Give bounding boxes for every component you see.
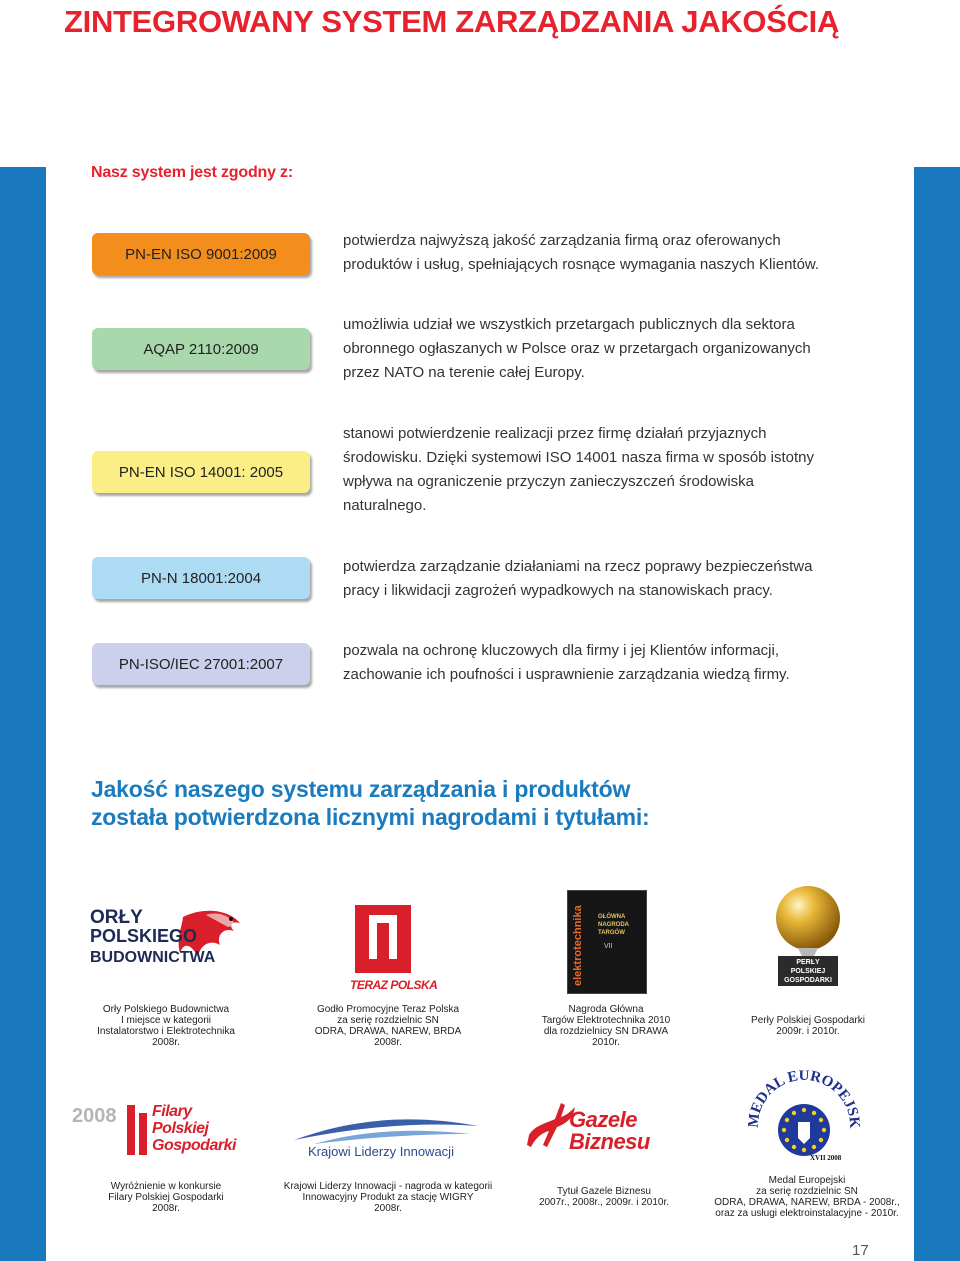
gazele-line: Biznesu [569, 1129, 650, 1154]
standard-description-iso9001 [343, 229, 883, 277]
filary-gospodarki-logo [72, 1103, 262, 1159]
teraz-polska-emblem-icon [355, 905, 415, 973]
orly-logo-line: POLSKIEGO [90, 926, 198, 946]
caption-line: Krajowi Liderzy Innowacji - nagroda w kategorii [283, 1181, 493, 1192]
elektro-edition: VII [604, 943, 613, 950]
caption-line: za serię rozdzielnic SN [337, 1015, 439, 1026]
standard-description-pn18001 [343, 555, 883, 603]
elektro-line: NAGRODA [598, 922, 629, 928]
award-caption-teraz-polska [302, 1004, 474, 1048]
desc-line: potwierdza zarządzanie działaniami na rzecz poprawy bezpieczeństwa [343, 558, 813, 575]
filary-line: Filary [152, 1103, 192, 1120]
standard-badge-iso14001: PN-EN ISO 14001: 2005 [92, 451, 310, 493]
krajowi-liderzy-logo [294, 1116, 478, 1164]
desc-line: środowisku. Dzięki systemowi ISO 14001 nasza firma w sposób istotny [343, 449, 815, 466]
krajowi-text: Krajowi Liderzy Innowacji [308, 1144, 454, 1159]
caption-line: 2008r. [152, 1203, 180, 1214]
teraz-polska-text: TERAZ POLSKA [350, 978, 438, 992]
filary-year: 2008 [72, 1105, 117, 1127]
caption-line: 2007r., 2008r., 2009r. i 2010r. [538, 1197, 670, 1208]
awards-heading-line-1: Jakość naszego systemu zarządzania i produktów [91, 776, 631, 802]
desc-line: potwierdza najwyższą jakość zarządzania firmą oraz oferowanych [343, 232, 781, 249]
standard-description-iso27001 [343, 639, 883, 687]
award-caption-elektrotechnika [520, 1004, 692, 1048]
desc-line: wpływa na ograniczenie przyczyn zanieczyszczeń środowiska [343, 473, 755, 490]
caption-line: Targów Elektrotechnika 2010 [541, 1015, 671, 1026]
caption-line: za serię rozdzielnic SN [756, 1186, 858, 1197]
desc-line: produktów i usług, spełniających rosnące wymagania naszych Klientów. [343, 256, 820, 273]
orly-logo-line: ORŁY [90, 907, 143, 928]
desc-line: zachowanie ich poufności i usprawnienie zarządzania wiedzą firmy. [343, 666, 790, 683]
desc-line: stanowi potwierdzenie realizacji przez firmę działań przyjaznych [343, 425, 767, 442]
caption-line: Tytuł Gazele Biznesu [557, 1186, 651, 1197]
desc-line: pozwala na ochronę kluczowych dla firmy i jej Klientów informacji, [343, 642, 780, 659]
standard-description-aqap [343, 313, 883, 385]
medal-year: XVII 2008 [810, 1154, 842, 1162]
standard-badge-iso27001: PN-ISO/IEC 27001:2007 [92, 643, 310, 685]
compliance-heading: Nasz system jest zgodny z: [91, 164, 293, 181]
caption-line: Wyróżnienie w konkursie [110, 1181, 222, 1192]
standard-badge-pn18001: PN-N 18001:2004 [92, 557, 310, 599]
awards-heading-line-2: została potwierdzona licznymi nagrodami i tytułami: [91, 804, 650, 830]
right-accent-bar [914, 167, 960, 1261]
caption-line: ODRA, DRAWA, NAREW, BRDA [314, 1026, 462, 1037]
award-caption-krajowi-liderzy [278, 1181, 498, 1214]
krajowi-swoosh-icon [294, 1116, 478, 1146]
page-number: 17 [852, 1242, 869, 1259]
desc-line: naturalnego. [343, 497, 427, 514]
award-caption-gazele [518, 1186, 690, 1208]
orly-logo-line: BUDOWNICTWA [90, 949, 216, 966]
page-title: ZINTEGROWANY SYSTEM ZARZĄDZANIA JAKOŚCIĄ [64, 4, 840, 39]
perly-line: PERŁY [796, 959, 820, 966]
award-caption-orly [80, 1004, 252, 1048]
elektro-line: TARGÓW [598, 930, 625, 936]
standard-badge-iso9001: PN-EN ISO 9001:2009 [92, 233, 310, 275]
award-caption-perly [722, 1015, 894, 1037]
caption-line: 2008r. [374, 1037, 402, 1048]
caption-line: Filary Polskiej Gospodarki [108, 1192, 224, 1203]
caption-line: ODRA, DRAWA, NAREW, BRDA - 2008r., [714, 1197, 900, 1208]
left-accent-bar [0, 167, 46, 1261]
caption-line: 2008r. [152, 1037, 180, 1048]
caption-line: Perły Polskiej Gospodarki [751, 1015, 865, 1026]
caption-line: Medal Europejski [768, 1175, 846, 1186]
elektro-line: GŁÓWNA [598, 914, 626, 920]
medal-arc-text: EDAL EUROPEJS [748, 1068, 860, 1118]
caption-line: Instalatorstwo i Elektrotechnika [97, 1026, 235, 1037]
gazele-biznesu-logo [525, 1095, 675, 1155]
medal-emblem-icon [748, 1068, 860, 1168]
award-caption-filary [80, 1181, 252, 1214]
caption-line: 2008r. [374, 1203, 402, 1214]
gazele-line: Gazele [569, 1107, 637, 1132]
desc-line: obronnego ogłaszanych w Polsce oraz w przetargach organizowanych [343, 340, 811, 357]
award-caption-medal [704, 1175, 910, 1219]
filary-pillar-icon [127, 1105, 149, 1155]
elektrotechnika-award-logo [567, 890, 647, 994]
desc-line: umożliwia udział we wszystkich przetargach publicznych dla sektora [343, 316, 795, 333]
caption-line: Innowacyjny Produkt za stację WIGRY [302, 1192, 474, 1203]
desc-line: pracy i likwidacji zagrożeń wypadkowych na stanowiskach pracy. [343, 582, 773, 599]
perly-line: POLSKIEJ [790, 968, 826, 975]
caption-line: Nagroda Główna [568, 1004, 644, 1015]
caption-line: Orły Polskiego Budownictwa [102, 1004, 230, 1015]
orly-budownictwa-logo [88, 905, 248, 995]
caption-line: 2009r. i 2010r. [776, 1026, 840, 1037]
caption-line: 2010r. [592, 1037, 620, 1048]
elektrotechnika-side-text: elektrotechnika [572, 905, 584, 986]
caption-line: Godło Promocyjne Teraz Polska [316, 1004, 460, 1015]
medal-europejski-logo [748, 1068, 860, 1168]
caption-line: oraz za usługi elektroinstalacyjne - 2010r. [715, 1208, 899, 1219]
perly-gospodarki-logo [768, 884, 848, 992]
standard-badge-aqap: AQAP 2110:2009 [92, 328, 310, 370]
teraz-polska-logo [350, 905, 438, 997]
filary-line: Gospodarki [152, 1137, 236, 1154]
caption-line: dla rozdzielnicy SN DRAWA [543, 1026, 669, 1037]
desc-line: przez NATO na terenie całej Europy. [343, 364, 585, 381]
standard-description-iso14001 [343, 422, 883, 518]
filary-line: Polskiej [152, 1120, 209, 1137]
perly-line: GOSPODARKI [784, 977, 832, 984]
caption-line: I miejsce w kategorii [120, 1015, 212, 1026]
